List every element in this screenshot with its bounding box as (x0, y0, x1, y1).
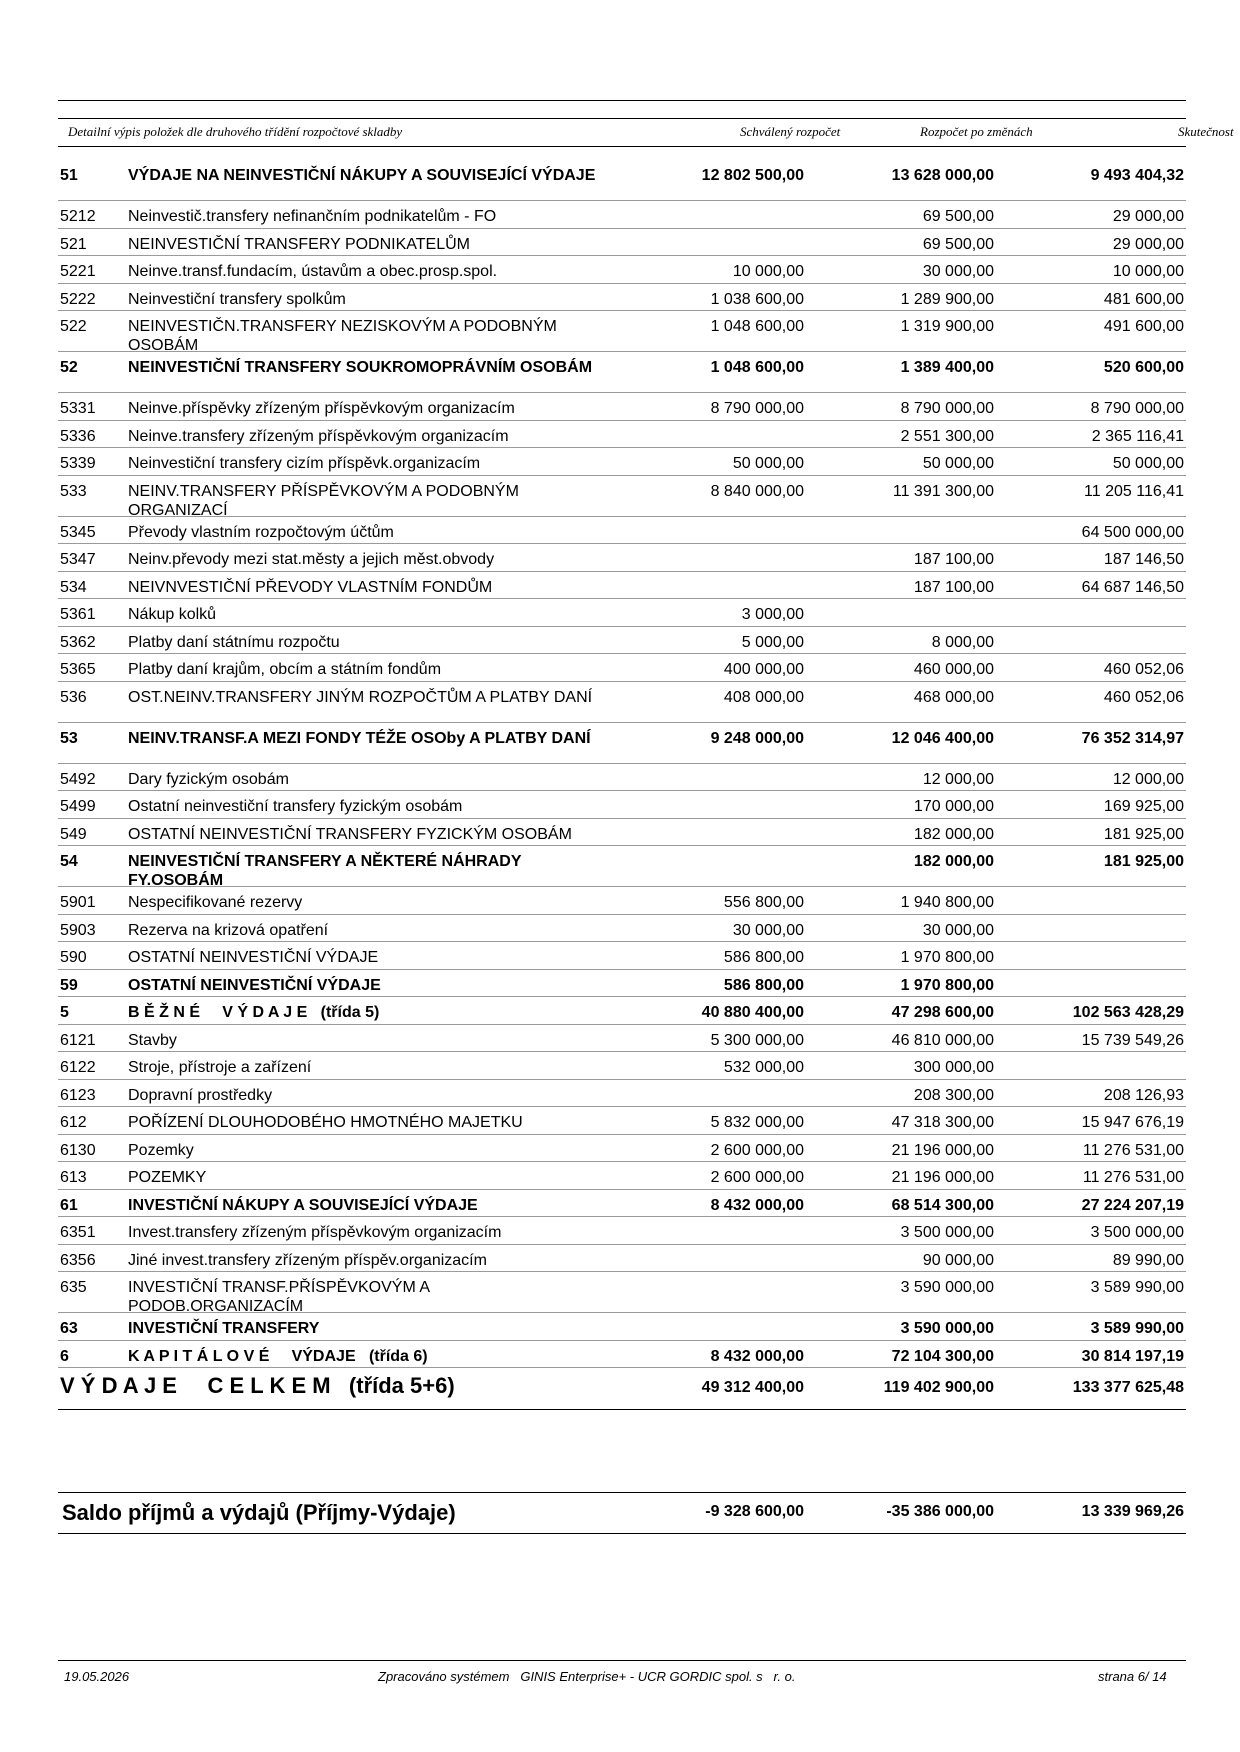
row-name: NEINVESTIČNÍ TRANSFERY PODNIKATELŮM (128, 235, 470, 253)
row-approved: 10 000,00 (732, 263, 804, 280)
saldo-after-changes: -35 386 000,00 (886, 1503, 994, 1520)
table-row (58, 1135, 1186, 1163)
table-row (58, 229, 1186, 257)
row-after-changes: 2 551 300,00 (900, 427, 994, 445)
row-name: OSTATNÍ NEINVESTIČNÍ VÝDAJE (128, 976, 381, 994)
row-name: INVESTIČNÍ TRANSFERY (128, 1320, 320, 1337)
row-actual: 3 589 990,00 (1090, 1320, 1184, 1337)
row-approved: 400 000,00 (723, 661, 804, 678)
row-name: Dary fyzickým osobám (128, 770, 289, 788)
row-actual: 520 600,00 (1103, 359, 1184, 376)
row-actual: 29 000,00 (1112, 235, 1184, 253)
row-name: NEIVNVESTIČNÍ PŘEVODY VLASTNÍM FONDŮM (128, 578, 493, 596)
row-name: Platby daní státnímu rozpočtu (128, 633, 340, 651)
row-name: Nespecifikované rezervy (128, 894, 303, 911)
row-after-changes: 21 196 000,00 (891, 1141, 994, 1159)
table-row (58, 311, 1186, 352)
row-code: 6 (60, 1347, 69, 1365)
row-after-changes: 3 590 000,00 (900, 1279, 994, 1296)
row-name: Jiné invest.transfery zřízeným příspěv.organizacím (128, 1251, 487, 1269)
table-row (58, 201, 1186, 229)
row-name: Nákup kolků (128, 606, 217, 623)
row-name: NEINVESTIČN.TRANSFERY NEZISKOVÝM A PODOBNÝM OSOBÁM (128, 318, 562, 354)
row-approved: 1 048 600,00 (710, 318, 804, 335)
table-row (58, 1190, 1186, 1218)
row-actual: 11 205 116,41 (1084, 482, 1184, 500)
table-row (58, 1313, 1186, 1341)
footer-system: Zpracováno systémem GINIS Enterprise+ - UCR GORDIC spol. s r. o. (378, 1669, 796, 1684)
footer-date: 19.05.2026 (64, 1669, 130, 1684)
row-code: 6121 (60, 1031, 96, 1049)
table-row (58, 476, 1186, 517)
row-actual: 15 739 549,26 (1081, 1031, 1184, 1049)
table-row (58, 1341, 1186, 1369)
header-after-changes: Rozpočet po změnách (920, 124, 1033, 139)
row-name: K A P I T Á L O V É VÝDAJE (třída 6) (128, 1347, 428, 1365)
row-code: 534 (60, 578, 87, 596)
budget-table (58, 160, 1186, 1410)
row-actual: 30 814 197,19 (1081, 1347, 1184, 1365)
table-row (58, 421, 1186, 449)
row-name: Neinvestiční transfery cizím příspěvk.organizacím (128, 455, 481, 472)
row-name: Pozemky (128, 1141, 194, 1159)
table-row (58, 1217, 1186, 1245)
row-approved: 5 300 000,00 (710, 1031, 804, 1049)
row-after-changes: 300 000,00 (913, 1059, 994, 1076)
row-code: 536 (60, 688, 87, 706)
row-actual: 50 000,00 (1112, 455, 1184, 472)
total-approved: 49 312 400,00 (701, 1379, 804, 1396)
row-code: 5347 (60, 551, 96, 568)
row-actual: 11 276 531,00 (1082, 1169, 1184, 1186)
table-row (58, 448, 1186, 476)
saldo-label: Saldo příjmů a výdajů (Příjmy-Výdaje) (62, 1500, 456, 1525)
top-rule (58, 100, 1186, 101)
table-row (58, 1272, 1186, 1313)
row-after-changes: 1 940 800,00 (900, 894, 994, 911)
row-actual: 9 493 404,32 (1090, 167, 1184, 184)
row-after-changes: 1 319 900,00 (900, 318, 994, 335)
table-row (58, 352, 1186, 393)
row-after-changes: 11 391 300,00 (892, 482, 994, 500)
row-approved: 5 832 000,00 (710, 1114, 804, 1131)
row-name: Invest.transfery zřízeným příspěvkovým organizacím (128, 1224, 502, 1241)
row-after-changes: 72 104 300,00 (891, 1347, 994, 1365)
row-approved: 30 000,00 (732, 921, 804, 939)
row-name: Neinvestič.transfery nefinančním podnikatelům - FO (128, 208, 497, 225)
row-name: INVESTIČNÍ TRANSF.PŘÍSPĚVKOVÝM A PODOB.ORGANIZACÍM (128, 1279, 434, 1315)
row-name: Dopravní prostředky (128, 1086, 273, 1104)
header-bottom-rule (58, 146, 1186, 147)
row-name: OST.NEINV.TRANSFERY JINÝM ROZPOČTŮM A PLATBY DANÍ (128, 688, 593, 706)
saldo-approved: -9 328 600,00 (705, 1503, 804, 1520)
row-code: 5339 (60, 455, 96, 472)
row-approved: 3 000,00 (741, 606, 804, 623)
column-header (58, 118, 1234, 146)
row-approved: 586 800,00 (723, 976, 804, 994)
row-code: 635 (60, 1279, 87, 1296)
row-name: OSTATNÍ NEINVESTIČNÍ TRANSFERY FYZICKÝM OSOBÁM (128, 825, 572, 843)
row-approved: 8 432 000,00 (710, 1196, 804, 1214)
row-code: 5901 (60, 894, 96, 911)
table-row (58, 1245, 1186, 1273)
row-after-changes: 69 500,00 (922, 235, 994, 253)
row-code: 590 (60, 949, 87, 966)
table-row (58, 819, 1186, 847)
table-row (58, 599, 1186, 627)
row-approved: 9 248 000,00 (710, 729, 804, 747)
row-name: Převody vlastním rozpočtovým účtům (128, 523, 394, 541)
row-after-changes: 187 100,00 (913, 578, 994, 596)
row-actual: 169 925,00 (1103, 798, 1184, 815)
row-after-changes: 3 500 000,00 (900, 1224, 994, 1241)
row-approved: 50 000,00 (732, 455, 804, 472)
row-after-changes: 1 389 400,00 (900, 359, 994, 376)
grand-total-row (58, 1368, 1186, 1410)
row-after-changes: 208 300,00 (913, 1086, 994, 1104)
row-name: Platby daní krajům, obcím a státním fondům (128, 661, 442, 678)
table-row (58, 517, 1186, 545)
total-after-changes: 119 402 900,00 (883, 1379, 994, 1396)
row-after-changes: 1 289 900,00 (900, 290, 994, 308)
table-row (58, 723, 1186, 764)
row-code: 521 (60, 235, 87, 253)
row-code: 59 (60, 976, 78, 994)
row-actual: 460 052,06 (1103, 688, 1184, 706)
row-approved: 532 000,00 (723, 1059, 804, 1076)
row-code: 6130 (60, 1141, 96, 1159)
row-after-changes: 182 000,00 (913, 853, 994, 870)
row-code: 52 (60, 359, 78, 376)
row-actual: 208 126,93 (1103, 1086, 1184, 1104)
row-name: NEINVESTIČNÍ TRANSFERY SOUKROMOPRÁVNÍM OSOBÁM (128, 359, 593, 376)
row-actual: 29 000,00 (1112, 208, 1184, 225)
row-name: Rezerva na krizová opatření (128, 921, 329, 939)
row-after-changes: 12 046 400,00 (891, 729, 994, 747)
row-actual: 15 947 676,19 (1081, 1114, 1184, 1131)
row-actual: 3 500 000,00 (1090, 1224, 1184, 1241)
row-code: 61 (60, 1196, 78, 1214)
table-row (58, 393, 1186, 421)
row-after-changes: 170 000,00 (913, 798, 994, 815)
row-name: POŘÍZENÍ DLOUHODOBÉHO HMOTNÉHO MAJETKU (128, 1114, 523, 1131)
row-after-changes: 1 970 800,00 (900, 976, 994, 994)
row-actual: 64 500 000,00 (1081, 523, 1184, 541)
row-after-changes: 30 000,00 (922, 921, 994, 939)
row-code: 5345 (60, 523, 96, 541)
row-after-changes: 47 298 600,00 (891, 1004, 994, 1021)
row-code: 5492 (60, 770, 96, 788)
row-approved: 2 600 000,00 (710, 1169, 804, 1186)
table-row (58, 256, 1186, 284)
table-row (58, 887, 1186, 915)
row-actual: 181 925,00 (1103, 853, 1184, 870)
row-actual: 76 352 314,97 (1081, 729, 1184, 747)
row-code: 533 (60, 482, 87, 500)
table-row (58, 627, 1186, 655)
saldo-actual: 13 339 969,26 (1081, 1503, 1184, 1520)
row-after-changes: 46 810 000,00 (891, 1031, 994, 1049)
row-after-changes: 187 100,00 (913, 551, 994, 568)
row-approved: 556 800,00 (723, 894, 804, 911)
row-name: B Ě Ž N É V Ý D A J E (třída 5) (128, 1004, 380, 1021)
row-after-changes: 90 000,00 (922, 1251, 994, 1269)
row-actual: 8 790 000,00 (1090, 400, 1184, 417)
table-row (58, 764, 1186, 792)
row-name: NEINVESTIČNÍ TRANSFERY A NĚKTERÉ NÁHRADY FY.OSOBÁM (128, 853, 526, 889)
table-row (58, 544, 1186, 572)
row-name: Stroje, přístroje a zařízení (128, 1059, 312, 1076)
page-footer (58, 1660, 1186, 1683)
row-after-changes: 8 000,00 (931, 633, 994, 651)
row-code: 63 (60, 1320, 78, 1337)
table-row (58, 160, 1186, 201)
table-row (58, 1162, 1186, 1190)
header-description: Detailní výpis položek dle druhového třídění rozpočtové skladby (68, 124, 403, 139)
row-code: 612 (60, 1114, 87, 1131)
row-code: 613 (60, 1169, 87, 1186)
row-after-changes: 468 000,00 (913, 688, 994, 706)
table-row (58, 654, 1186, 682)
row-name: Neinv.převody mezi stat.městy a jejich měst.obvody (128, 551, 495, 568)
row-code: 5222 (60, 290, 96, 308)
row-approved: 1 048 600,00 (710, 359, 804, 376)
row-name: Neinvestiční transfery spolkům (128, 290, 346, 308)
row-code: 5212 (60, 208, 96, 225)
row-actual: 460 052,06 (1103, 661, 1184, 678)
row-approved: 12 802 500,00 (701, 167, 804, 184)
table-row (58, 572, 1186, 600)
row-code: 5903 (60, 921, 96, 939)
saldo-row (58, 1492, 1186, 1534)
row-approved: 40 880 400,00 (701, 1004, 804, 1021)
row-after-changes: 68 514 300,00 (891, 1196, 994, 1214)
row-name: NEINV.TRANSFERY PŘÍSPĚVKOVÝM A PODOBNÝM ORGANIZACÍ (128, 482, 524, 519)
row-actual: 102 563 428,29 (1072, 1004, 1184, 1021)
row-after-changes: 21 196 000,00 (891, 1169, 994, 1186)
row-name: POZEMKY (128, 1169, 207, 1186)
row-after-changes: 12 000,00 (922, 770, 994, 788)
row-actual: 187 146,50 (1103, 551, 1184, 568)
table-row (58, 1080, 1186, 1108)
row-code: 53 (60, 729, 78, 747)
row-code: 6356 (60, 1251, 96, 1269)
row-after-changes: 69 500,00 (922, 208, 994, 225)
row-name: NEINV.TRANSF.A MEZI FONDY TÉŽE OSOby A PLATBY DANÍ (128, 729, 591, 747)
table-row (58, 1052, 1186, 1080)
row-approved: 8 432 000,00 (710, 1347, 804, 1365)
row-approved: 408 000,00 (723, 688, 804, 706)
row-approved: 1 038 600,00 (710, 290, 804, 308)
table-row (58, 284, 1186, 312)
row-name: Neinve.transfery zřízeným příspěvkovým organizacím (128, 427, 509, 445)
row-after-changes: 3 590 000,00 (900, 1320, 994, 1337)
row-approved: 8 840 000,00 (710, 482, 804, 500)
row-actual: 491 600,00 (1103, 318, 1184, 335)
row-code: 5336 (60, 427, 96, 445)
row-actual: 89 990,00 (1112, 1251, 1184, 1269)
row-name: Ostatní neinvestiční transfery fyzickým osobám (128, 798, 463, 815)
row-after-changes: 30 000,00 (922, 263, 994, 280)
row-approved: 586 800,00 (723, 949, 804, 966)
row-code: 6351 (60, 1224, 96, 1241)
row-code: 5499 (60, 798, 96, 815)
table-row (58, 791, 1186, 819)
table-row (58, 682, 1186, 723)
row-code: 522 (60, 318, 87, 335)
row-actual: 11 276 531,00 (1082, 1141, 1184, 1159)
row-after-changes: 460 000,00 (913, 661, 994, 678)
row-code: 5362 (60, 633, 96, 651)
row-code: 5 (60, 1004, 69, 1021)
row-name: INVESTIČNÍ NÁKUPY A SOUVISEJÍCÍ VÝDAJE (128, 1196, 478, 1214)
row-actual: 27 224 207,19 (1081, 1196, 1184, 1214)
table-row (58, 1107, 1186, 1135)
row-name: Neinve.transf.fundacím, ústavům a obec.prosp.spol. (128, 263, 498, 280)
table-row (58, 997, 1186, 1025)
row-name: VÝDAJE NA NEINVESTIČNÍ NÁKUPY A SOUVISEJÍCÍ VÝDAJE (128, 167, 596, 184)
row-actual: 481 600,00 (1103, 290, 1184, 308)
row-after-changes: 13 628 000,00 (891, 167, 994, 184)
total-label: V Ý D A J E C E L K E M (třída 5+6) (60, 1373, 455, 1398)
row-code: 51 (60, 167, 78, 184)
row-approved: 2 600 000,00 (710, 1141, 804, 1159)
row-after-changes: 50 000,00 (922, 455, 994, 472)
table-row (58, 942, 1186, 970)
row-name: Neinve.příspěvky zřízeným příspěvkovým organizacím (128, 400, 515, 417)
row-code: 5365 (60, 661, 96, 678)
row-approved: 8 790 000,00 (710, 400, 804, 417)
row-actual: 64 687 146,50 (1081, 578, 1184, 596)
row-after-changes: 1 970 800,00 (900, 949, 994, 966)
row-code: 549 (60, 825, 87, 843)
row-name: OSTATNÍ NEINVESTIČNÍ VÝDAJE (128, 949, 379, 966)
row-approved: 5 000,00 (741, 633, 804, 651)
row-actual: 2 365 116,41 (1091, 427, 1184, 445)
table-row (58, 1025, 1186, 1053)
row-code: 5221 (60, 263, 96, 280)
row-code: 5331 (60, 400, 96, 417)
row-after-changes: 8 790 000,00 (900, 400, 994, 417)
row-code: 54 (60, 853, 78, 870)
row-name: Stavby (128, 1031, 177, 1049)
row-code: 5361 (60, 606, 96, 623)
row-actual: 12 000,00 (1112, 770, 1184, 788)
header-actual: Skutečnost (1178, 124, 1234, 139)
row-actual: 3 589 990,00 (1090, 1279, 1184, 1296)
table-row (58, 915, 1186, 943)
header-approved: Schválený rozpočet (740, 124, 841, 139)
row-after-changes: 182 000,00 (913, 825, 994, 843)
row-actual: 10 000,00 (1112, 263, 1184, 280)
row-code: 6123 (60, 1086, 96, 1104)
row-actual: 181 925,00 (1103, 825, 1184, 843)
row-after-changes: 47 318 300,00 (891, 1114, 994, 1131)
table-row (58, 970, 1186, 998)
footer-page: strana 6/ 14 (1098, 1669, 1167, 1684)
table-row (58, 846, 1186, 887)
total-actual: 133 377 625,48 (1072, 1379, 1184, 1396)
row-code: 6122 (60, 1059, 96, 1076)
